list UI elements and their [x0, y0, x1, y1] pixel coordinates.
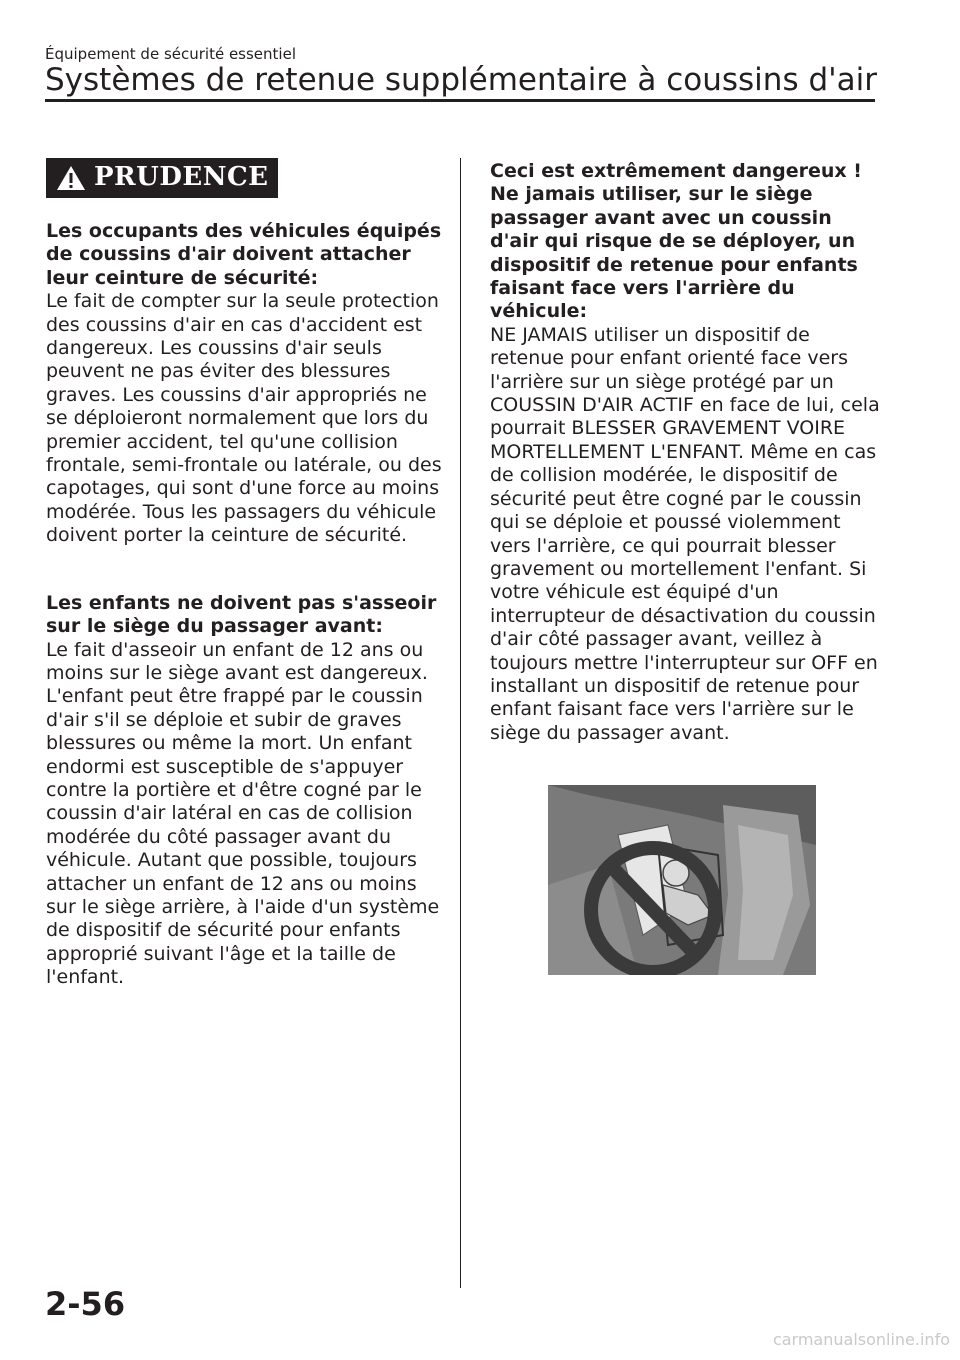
rear-facing-heading: Ceci est extrêmement dangereux ! Ne jamais utiliser, sur le siège passager avant avec un coussin d'air qui risque de se déployer, un dispositif de retenue pour enfants faisant face vers l'arrière du véhicule:	[490, 160, 862, 323]
section-label: Équipement de sécurité essentiel	[45, 45, 296, 63]
left-column	[46, 158, 446, 990]
header-divider	[45, 99, 875, 102]
caution-label: PRUDENCE	[94, 162, 269, 193]
caution-badge	[46, 158, 278, 198]
children-heading: Les enfants ne doivent pas s'asseoir sur le siège du passager avant:	[46, 591, 437, 638]
warning-triangle-icon	[56, 165, 86, 191]
page-title: Systèmes de retenue supplémentaire à coussins d'air	[45, 62, 878, 98]
column-divider	[460, 158, 461, 1288]
occupants-heading: Les occupants des véhicules équipés de coussins d'air doivent attacher leur ceinture de sécurité:	[46, 220, 442, 289]
page-number: 2-56	[45, 1285, 126, 1323]
children-body: Le fait d'asseoir un enfant de 12 ans ou moins sur le siège avant est dangereux. L'enfant peut être frappé par le coussin d'air s'il se déploie et subir de graves blessures ou même la mort. Un enfant endormi est susceptible de s'appuyer contre la portière et d'être cogné par le coussin d'air latéral en cas de collision modérée du côté passager avant du véhicule. Autant que possible, toujours attacher un enfant de 12 ans ou moins sur le siège arrière, à l'aide d'un système de dispositif de sécurité pour enfants approprié suivant l'âge et la taille de l'enfant.	[46, 638, 440, 989]
children-paragraph	[46, 592, 446, 990]
rear-facing-body: NE JAMAIS utiliser un dispositif de retenue pour enfant orienté face vers l'arrière sur un siège protégé par un COUSSIN D'AIR ACTIF en face de lui, cela pourrait BLESSER GRAVEMENT VOIRE MORTELLEMENT L'ENFANT. Même en cas de collision modérée, le dispositif de sécurité peut être cogné par le coussin qui se déploie et poussé violemment vers l'arrière, ce qui pourrait blesser gravement ou mortellement l'enfant. Si votre véhicule est équipé d'un interrupteur de désactivation du coussin d'air côté passager avant, veillez à toujours mettre l'interrupteur sur OFF en installant un dispositif de retenue pour enfant faisant face vers l'arrière sur le siège du passager avant.	[490, 323, 880, 744]
no-rear-facing-child-seat-icon	[548, 785, 816, 975]
rear-facing-paragraph	[490, 160, 880, 745]
occupants-body: Le fait de compter sur la seule protection des coussins d'air en cas d'accident est dangereux. Les coussins d'air seuls peuvent ne pas éviter des blessures graves. Les coussins d'air appropriés ne se déploieront normalement que lors du premier accident, tel qu'une collision frontale, semi-frontale ou latérale, ou des capotages, qui sont d'une force au moins modérée. Tous les passagers du véhicule doivent porter la ceinture de sécurité.	[46, 290, 442, 547]
watermark: carmanualsonline.info	[772, 1330, 950, 1349]
occupants-paragraph	[46, 220, 446, 548]
right-column	[490, 160, 880, 745]
